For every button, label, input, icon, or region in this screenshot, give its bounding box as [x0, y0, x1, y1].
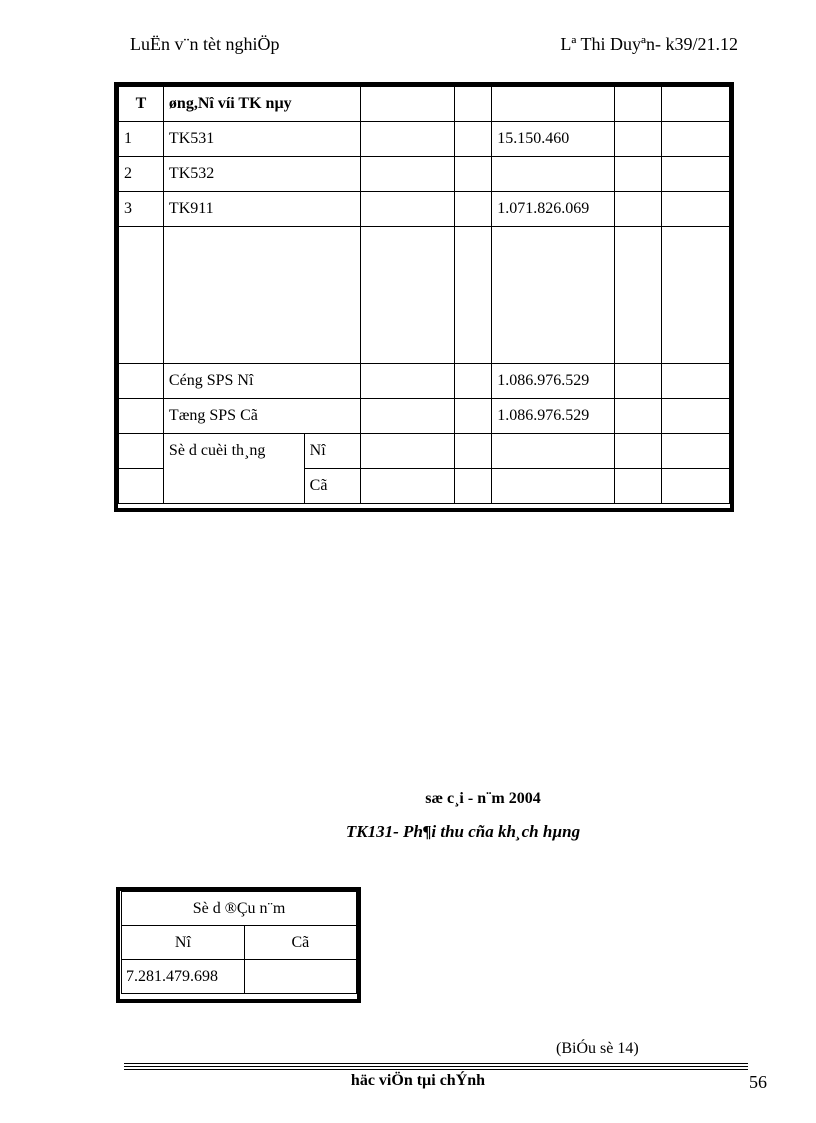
closing-credit-label: Cã [304, 469, 360, 504]
table-row [119, 122, 730, 157]
header-left: LuËn v¨n tèt nghiÖp [130, 34, 280, 54]
header-right: Lª Thi Duyªn- k39/21.12 [560, 34, 738, 54]
total-debit-amount: 1.086.976.529 [492, 364, 615, 399]
ledger-table [118, 86, 730, 504]
closing-debit-label: Nî [304, 434, 360, 469]
ledger-header-row [119, 87, 730, 122]
row-account: TK532 [163, 157, 360, 192]
total-credit-row [119, 399, 730, 434]
col-t-header: T [119, 87, 164, 122]
row-num: 1 [119, 122, 164, 157]
row-num: 2 [119, 157, 164, 192]
opening-header: Sè d ®Çu n¨m [122, 892, 357, 926]
row-num: 3 [119, 192, 164, 227]
col-desc-header: øng,Nî víi TK nµy [163, 87, 360, 122]
section-title: sæ c¸i - n¨m 2004 [425, 790, 541, 807]
section-subtitle: TK131- Ph¶i thu cña kh¸ch hµng [345, 822, 581, 841]
figure-note: (BiÓu sè 14) [556, 1040, 639, 1057]
closing-debit-row [119, 434, 730, 469]
footer-divider [124, 1063, 748, 1067]
empty-row [119, 227, 730, 364]
row-account: TK531 [163, 122, 360, 157]
opening-credit-label: Cã [244, 926, 356, 960]
row-amount: 15.150.460 [492, 122, 615, 157]
row-account: TK911 [163, 192, 360, 227]
total-credit-amount: 1.086.976.529 [492, 399, 615, 434]
row-amount: 1.071.826.069 [492, 192, 615, 227]
total-debit-row [119, 364, 730, 399]
opening-credit-value [244, 960, 356, 994]
opening-debit-value: 7.281.479.698 [122, 960, 245, 994]
total-credit-label: Tæng SPS Cã [163, 399, 360, 434]
row-amount [492, 157, 615, 192]
table-row [119, 192, 730, 227]
closing-label: Sè d cuèi th¸ng [163, 434, 304, 504]
opening-debit-label: Nî [122, 926, 245, 960]
footer-divider-thin [124, 1069, 748, 1070]
total-debit-label: Céng SPS Nî [163, 364, 360, 399]
opening-balance-table [121, 891, 357, 994]
table-row [119, 157, 730, 192]
footer-institution: häc viÖn tµi chÝnh [350, 1072, 486, 1089]
page-number: 56 [749, 1072, 767, 1092]
